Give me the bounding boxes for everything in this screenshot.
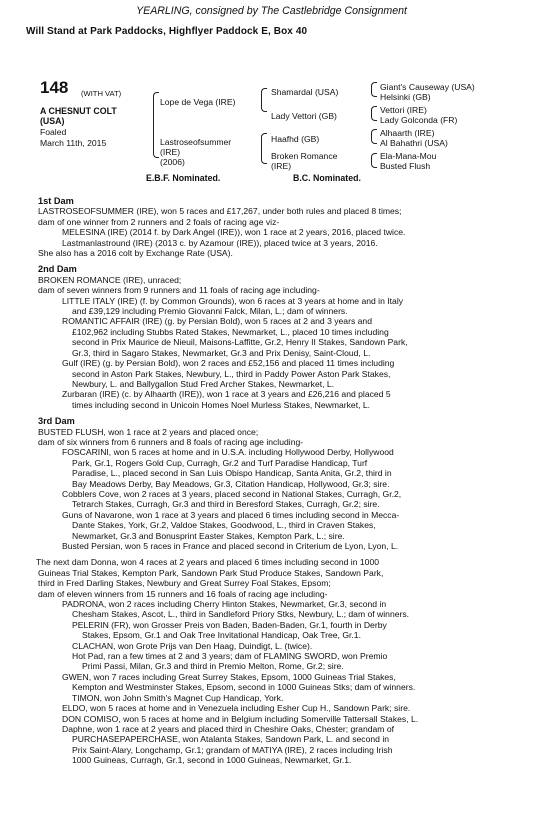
text-line: dam of one winner from 2 runners and 2 foals of racing age viz- xyxy=(38,216,280,227)
text-line: Guineas Trial Stakes, Kempton Park, Sandown Park Stud Produce Stakes, Sandown Park, xyxy=(38,567,384,578)
text-line: LASTROSEOFSUMMER (IRE), won 5 races and £17,267, under both rules and placed 8 times; xyxy=(38,206,402,217)
text-line: third in Fred Darling Stakes, Newbury and Great Surrey Foal Stakes, Epsom; xyxy=(38,578,331,589)
text-line: She also has a 2016 colt by Exchange Rate (USA). xyxy=(38,248,233,259)
text-line: Cobblers Cove, won 2 races at 3 years, placed second in National Stakes, Curragh, Gr.2, xyxy=(62,488,402,499)
text-line: MELESINA (IRE) (2014 f. by Dark Angel (IRE)), won 1 race at 2 years, 2016, placed twice. xyxy=(62,227,406,238)
text-line: £102,962 including Stubbs Rated Stakes, Newmarket, L., placed 10 times including xyxy=(72,326,389,337)
foaled-date: March 11th, 2015 xyxy=(40,138,107,148)
text-line: Busted Persian, won 5 races in France and placed second in Criterium de Lyon, Lyon, L. xyxy=(62,541,399,551)
pedigree-bracket xyxy=(371,129,377,144)
dam-sire: Haafhd (GB) xyxy=(271,134,320,144)
text-line: GWEN, won 7 races including Great Surrey Stakes, Epsom, 1000 Guineas Trial Stakes, xyxy=(62,671,396,682)
text-line: CLACHAN, won Grote Prijs van Den Haag, Duindigt, L. (twice). xyxy=(72,640,313,651)
lot-origin: (USA) xyxy=(40,116,65,126)
dam-dam-origin: (IRE) xyxy=(271,161,292,171)
lot-description: A CHESNUT COLT xyxy=(40,106,117,116)
pedigree-bracket xyxy=(153,92,159,158)
sire-sire: Shamardal (USA) xyxy=(271,87,339,97)
text-line: The next dam Donna, won 4 races at 2 years and placed 6 times including second in 1000 xyxy=(36,557,380,568)
dam-dam: Broken Romance xyxy=(271,151,338,161)
text-line: PELERIN (FR), won Grosser Preis von Baden, Baden-Baden, Gr.1, fourth in Derby xyxy=(72,619,387,630)
text-line: dam of eleven winners from 15 runners and 16 foals of racing age including- xyxy=(38,588,328,599)
text-line: times including second in Unicoin Homes Noel Murless Stakes, Newmarket, L. xyxy=(72,399,371,410)
vat-note: (WITH VAT) xyxy=(81,89,122,98)
text-line: Dante Stakes, York, Gr.2, Valdoe Stakes, Goodwood, L., third in Craven Stakes, xyxy=(72,520,376,531)
section-heading: 3rd Dam xyxy=(38,416,75,427)
foaled-label: Foaled xyxy=(40,127,67,137)
text-line: second in Aston Park Stakes, Newbury, L., third in Paddy Power Aston Park Stakes, xyxy=(72,368,391,379)
text-line: Prix Saint-Alary, Longchamp, Gr.1; grandam of MATIYA (IRE), 2 races including Irish xyxy=(72,744,393,755)
ancestor: Giant's Causeway (USA) xyxy=(380,82,475,92)
pedigree-bracket xyxy=(371,82,377,97)
text-line: Newbury, L. and Ballygallon Stud Fred Archer Stakes, Newmarket, L. xyxy=(72,378,335,389)
text-line: TIMON, won John Smith's Magnet Cup Handicap, York. xyxy=(72,692,284,703)
text-line: ELDO, won 5 races at home and in Venezuela including Esher Cup H., Sandown Park; sire. xyxy=(62,703,411,714)
text-line: Paradise, L., placed second in San Luis Obispo Handicap, Santa Anita, Gr.2, third in xyxy=(72,468,392,479)
text-line: Guns of Navarone, won 1 race at 3 years and placed 6 times including second in Mecca- xyxy=(62,509,400,520)
ancestor: Alhaarth (IRE) xyxy=(380,128,435,138)
sire-dam: Lady Vettori (GB) xyxy=(271,111,337,121)
text-line: Daphne, won 1 race at 2 years and placed third in Cheshire Oaks, Chester; grandam of xyxy=(62,723,394,734)
catalogue-notes xyxy=(38,196,523,766)
text-line: Park, Gr.1, Rogers Gold Cup, Curragh, Gr.2 and Turf Paradise Handicap, Turf xyxy=(72,457,368,468)
ancestor: Busted Flush xyxy=(380,161,431,171)
text-line: Hot Pad, ran a few times at 2 and 3 years; dam of FLAMING SWORD, won Premio xyxy=(72,651,388,662)
text-line: 1000 Guineas, Curragh, Gr.1, second in 1000 Guineas, Newmarket, Gr.1. xyxy=(72,755,352,766)
text-line: second in Prix Maurice de Nieuil, Maisons-Laffitte, Gr.2, Henry II Stakes, Sandown Park, xyxy=(72,337,408,348)
text-line: BUSTED FLUSH, won 1 race at 2 years and placed once; xyxy=(38,426,259,437)
ebf-nominated: E.B.F. Nominated. xyxy=(146,173,221,183)
text-line: DON COMISO, won 5 races at home and in Belgium including Somerville Tattersall Stakes, L. xyxy=(62,713,419,724)
section-heading: 2nd Dam xyxy=(38,264,77,275)
text-line: Gulf (IRE) (g. by Persian Bold), won 2 races and £52,156 and placed 11 times including xyxy=(62,358,395,369)
text-line: Zurbaran (IRE) (c. by Alhaarth (IRE)), won 1 race at 3 years and £26,216 and placed 5 xyxy=(62,389,391,400)
text-line: Stakes, Epsom, Gr.1 and Oak Tree Invitational Handicap, Oak Tree, Gr.1. xyxy=(82,630,361,641)
dam-year: (2006) xyxy=(160,157,185,167)
lot-number: 148 xyxy=(40,78,69,97)
pedigree-bracket xyxy=(371,153,377,168)
pedigree-bracket xyxy=(261,88,267,112)
text-line: Bay Meadows Derby, Bay Meadows, Gr.3, Citation Handicap, Hollywood, Gr.3; sire. xyxy=(72,478,390,489)
text-line: BROKEN ROMANCE (IRE), unraced; xyxy=(38,274,182,285)
text-line: Kempton and Westminster Stakes, Epsom, second in 1000 Guineas Stks; dam of winners. xyxy=(72,682,416,693)
text-line: Tetrarch Stakes, Curragh, Gr.3 and third in Beresford Stakes, Curragh, Gr.2; sire. xyxy=(72,499,380,510)
page-title: YEARLING, consigned by The Castlebridge Consignment xyxy=(136,5,407,17)
text-line: dam of six winners from 6 runners and 8 foals of racing age including- xyxy=(38,436,304,447)
text-line: ROMANTIC AFFAIR (IRE) (g. by Persian Bold), won 5 races at 2 and 3 years and xyxy=(62,316,372,327)
ancestor: Ela-Mana-Mou xyxy=(380,151,437,161)
sire: Lope de Vega (IRE) xyxy=(160,97,236,107)
pedigree-bracket xyxy=(261,133,267,164)
text-line: Gr.3, third in Sagaro Stakes, Newmarket, Gr.3 and Prix Denisy, Saint-Cloud, L. xyxy=(72,347,371,358)
text-line: Newmarket, Gr.3 and Bonusprint Easter Stakes, Kempton Park, L.; sire. xyxy=(72,530,345,541)
ancestor: Helsinki (GB) xyxy=(380,92,431,102)
text-line: PADRONA, won 2 races including Cherry Hinton Stakes, Newmarket, Gr.3, second in xyxy=(62,599,387,610)
section-heading: 1st Dam xyxy=(38,196,74,206)
dam: Lastroseofsummer xyxy=(160,137,232,147)
bc-nominated: B.C. Nominated. xyxy=(293,173,361,183)
stand-location: Will Stand at Park Paddocks, Highflyer Paddock E, Box 40 xyxy=(26,26,308,37)
text-line: Primi Passi, Milan, Gr.3 and third in Premio Melton, Rome, Gr.2; sire. xyxy=(82,661,344,672)
ancestor: Lady Golconda (FR) xyxy=(380,115,458,125)
text-line: and £39,129 including Premio Giovanni Falck, Milan, L.; dam of winners. xyxy=(72,306,348,317)
text-line: Lastmanlastround (IRE) (2013 c. by Azamour (IRE)), placed twice at 3 years, 2016. xyxy=(62,237,378,248)
text-line: Chesham Stakes, Ascot, L., third in Sandleford Priory Stks, Newbury, L.; dam of winners. xyxy=(72,609,410,620)
text-line: FOSCARINI, won 5 races at home and in U.S.A. including Hollywood Derby, Hollywood xyxy=(62,447,394,458)
text-line: dam of seven winners from 9 runners and 11 foals of racing age including- xyxy=(38,285,320,296)
pedigree-bracket xyxy=(371,106,377,121)
text-line: PURCHASEPAPERCHASE, won Atalanta Stakes, Sandown Park, L. and second in xyxy=(72,734,390,745)
ancestor: Vettori (IRE) xyxy=(380,105,427,115)
ancestor: Al Bahathri (USA) xyxy=(380,138,448,148)
dam-origin: (IRE) xyxy=(160,147,181,157)
text-line: LITTLE ITALY (IRE) (f. by Common Grounds), won 6 races at 3 years at home and in Italy xyxy=(62,295,404,306)
